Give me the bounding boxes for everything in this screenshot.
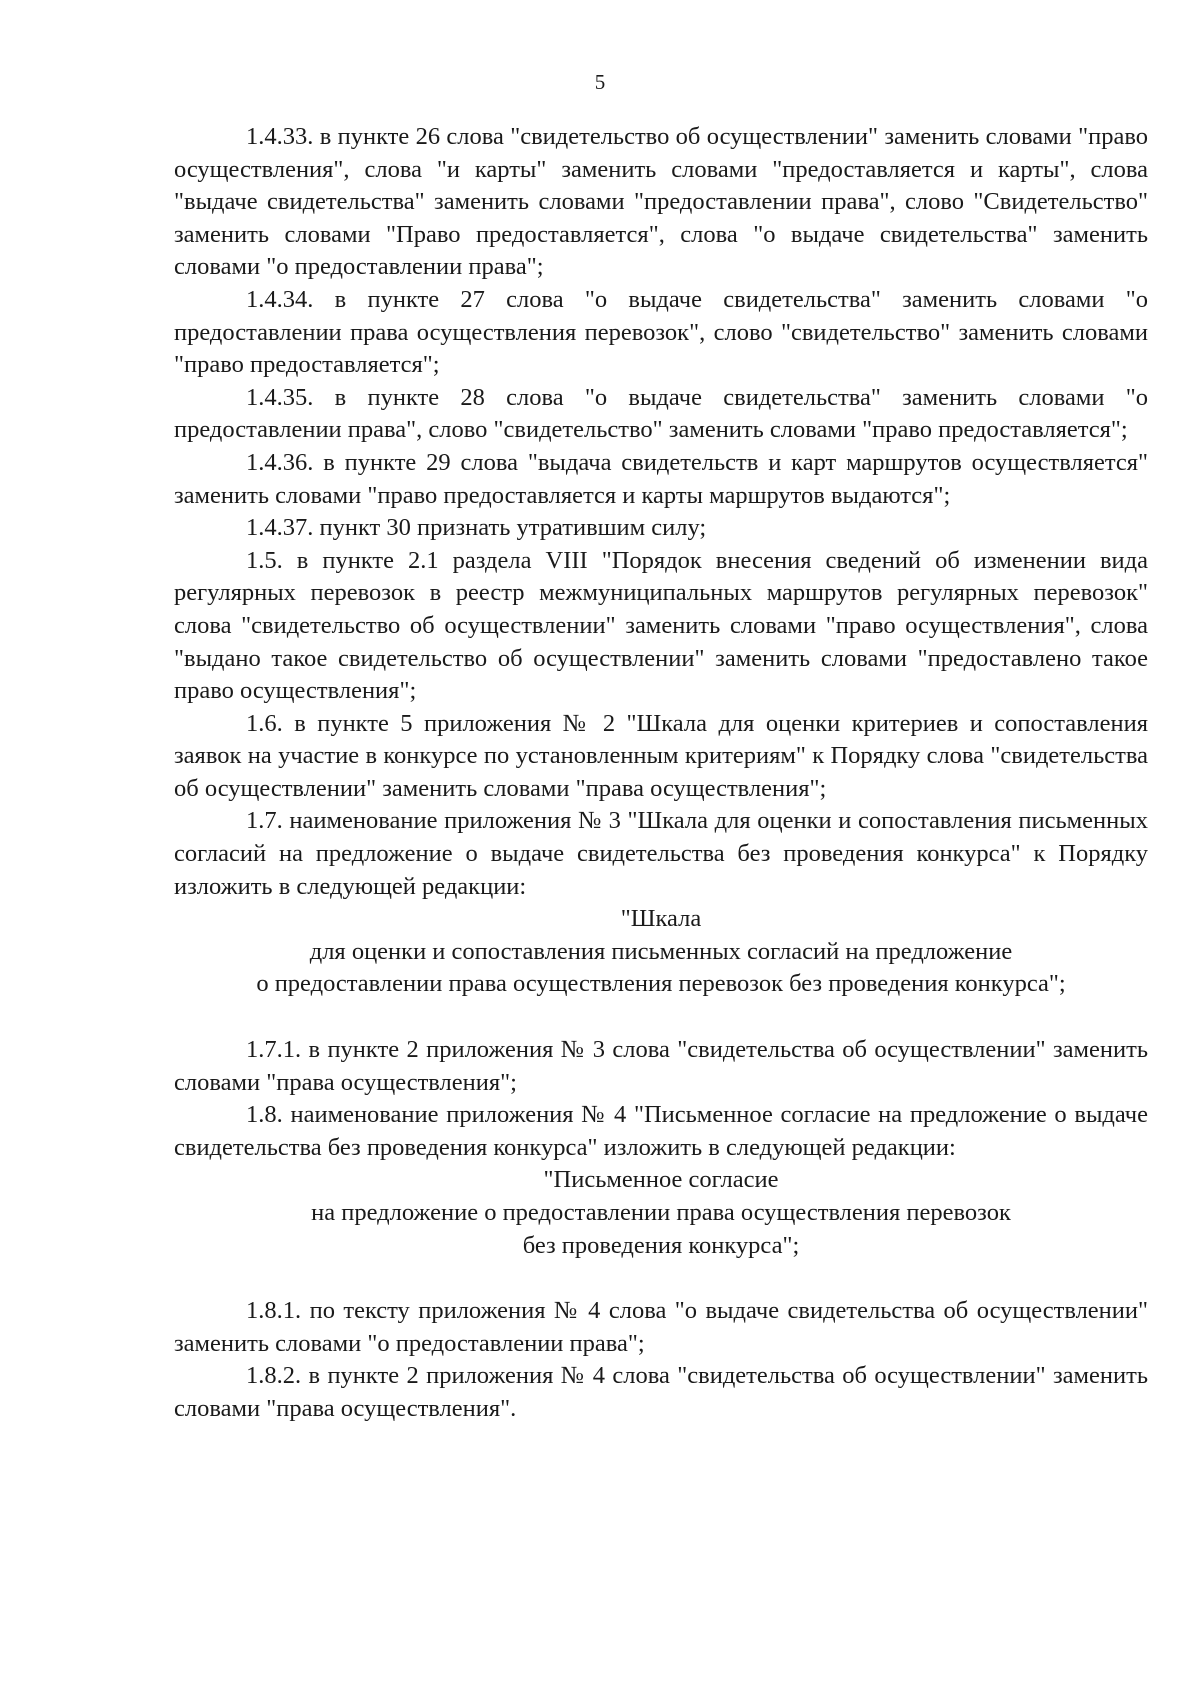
paragraph-1-7: 1.7. наименование приложения № 3 "Шкала для оценки и сопоставления письменных согласий на предложение о выдаче свидетельства без проведения конкурса" к Порядку изложить в следующей редакции: [174,807,1148,900]
new-title-line: "Письменное согласие [543,1166,779,1194]
paragraph-1-8-1: 1.8.1. по тексту приложения № 4 слова "о выдаче свидетельства об осуществлении" заменить словами "о предоставлении права"; [174,1297,1148,1357]
paragraph-1-4-37: 1.4.37. пункт 30 признать утратившим силу; [246,514,707,542]
paragraph-1-4-33: 1.4.33. в пункте 26 слова "свидетельство об осуществлении" заменить словами "право осуществления", слова "и карты" заменить словами "предоставляется и карты", слова "выдаче свидетельства" заменить словами "предоставлении права", слово "Свидетельство" заменить словами "Право предоставляется", слова "о выдаче свидетельства" заменить словами "о предоставлении права"; [174,123,1148,281]
new-title-line: "Шкала [620,905,702,933]
paragraph-1-6: 1.6. в пункте 5 приложения № 2 "Шкала для оценки критериев и сопоставления заявок на участие в конкурсе по установленным критериям" к Порядку слова "свидетельства об осуществлении" заменить словами "права осуществления"; [174,709,1148,802]
paragraph-1-8-2: 1.8.2. в пункте 2 приложения № 4 слова "свидетельства об осуществлении" заменить словами "права осуществления". [174,1362,1148,1422]
paragraph-1-4-35: 1.4.35. в пункте 28 слова "о выдаче свидетельства" заменить словами "о предоставлении права", слово "свидетельство" заменить словами "право предоставляется"; [174,383,1148,444]
paragraph-1-7-1: 1.7.1. в пункте 2 приложения № 3 слова "свидетельства об осуществлении" заменить словами "права осуществления"; [174,1036,1148,1096]
new-title-line: для оценки и сопоставления письменных согласий на предложение [309,937,1013,965]
new-title-line: о предоставлении права осуществления перевозок без проведения конкурса"; [256,970,1066,998]
blank-line [174,1262,1148,1295]
document-body [174,121,1148,1426]
new-title-appendix-3 [174,903,1148,1001]
page-number: 5 [594,70,606,94]
new-title-line: без проведения конкурса"; [522,1231,800,1259]
paragraph-1-8: 1.8. наименование приложения № 4 "Письменное согласие на предложение о выдаче свидетельства без проведения конкурса" изложить в следующей редакции: [174,1101,1148,1161]
new-title-line: на предложение о предоставлении права осуществления перевозок [311,1199,1011,1226]
paragraph-1-5: 1.5. в пункте 2.1 раздела VIII "Порядок внесения сведений об изменении вида регулярных перевозок в реестр межмуниципальных маршрутов регулярных перевозок" слова "свидетельство об осуществлении" заменить словами "право осуществления", слова "выдано такое свидетельство об осуществлении" заменить словами "предоставлено такое право осуществления"; [174,546,1148,705]
new-title-appendix-4 [174,1164,1148,1262]
paragraph-1-4-34: 1.4.34. в пункте 27 слова "о выдаче свидетельства" заменить словами "о предоставлении права осуществления перевозок", слово "свидетельство" заменить словами "право предоставляется"; [174,285,1148,379]
blank-line [174,1001,1148,1034]
paragraph-1-4-36: 1.4.36. в пункте 29 слова "выдача свидетельств и карт маршрутов осуществляется" заменить словами "право предоставляется и карты маршрутов выдаются"; [174,448,1148,509]
